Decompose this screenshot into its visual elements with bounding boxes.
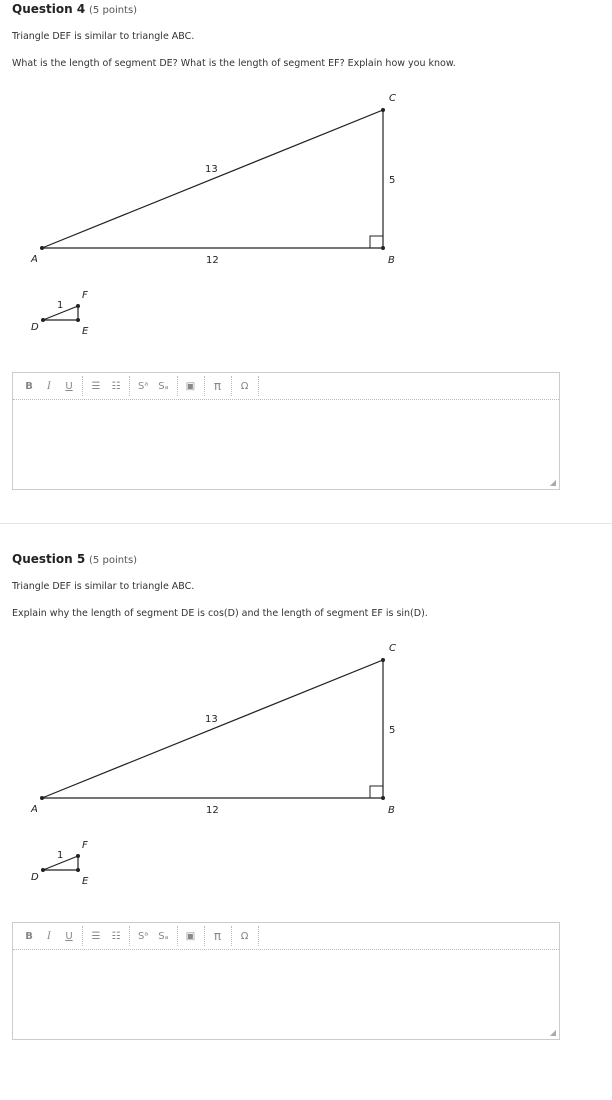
superscript-button[interactable]: Sᵃ [138, 380, 149, 392]
answer-editor [12, 922, 560, 1040]
answer-editor [12, 372, 560, 490]
toolbar-separator [82, 376, 83, 396]
image-icon[interactable]: ▣ [185, 930, 196, 942]
label-C: C [389, 93, 396, 104]
bold-button[interactable]: B [25, 380, 33, 392]
question-title [12, 552, 137, 566]
label-side: 5 [389, 725, 396, 736]
image-icon[interactable]: ▣ [185, 380, 196, 392]
pi-icon[interactable]: π [213, 929, 222, 943]
toolbar-separator [204, 926, 205, 946]
bold-button[interactable]: B [25, 930, 33, 942]
label-B: B [388, 805, 395, 816]
question-number: Question 5 [12, 552, 86, 566]
question-number: Question 4 [12, 2, 86, 16]
numbered-list-button[interactable]: ☷ [111, 380, 121, 392]
omega-icon[interactable]: Ω [240, 380, 249, 392]
subscript-button[interactable]: Sₐ [158, 380, 169, 392]
toolbar-separator [82, 926, 83, 946]
label-small-hyp: 1 [57, 850, 64, 861]
omega-icon[interactable]: Ω [240, 930, 249, 942]
right-angle-mark [370, 786, 383, 798]
label-base: 12 [206, 255, 219, 266]
toolbar-separator [177, 926, 178, 946]
label-E: E [82, 876, 89, 887]
question-5 [0, 550, 612, 1100]
label-side: 5 [389, 175, 396, 186]
question-statement: Triangle DEF is similar to triangle ABC. [12, 31, 195, 42]
label-A: A [31, 804, 38, 815]
resize-grip-icon[interactable]: ◢ [549, 478, 556, 487]
toolbar-separator [231, 376, 232, 396]
right-angle-mark [370, 236, 383, 248]
label-D: D [31, 322, 39, 333]
label-E: E [82, 326, 89, 337]
question-statement: Triangle DEF is similar to triangle ABC. [12, 581, 195, 592]
italic-button[interactable]: I [47, 380, 51, 392]
label-F: F [82, 840, 88, 851]
toolbar-separator [258, 926, 259, 946]
label-base: 12 [206, 805, 219, 816]
label-hyp: 13 [205, 164, 218, 175]
toolbar-separator [129, 376, 130, 396]
toolbar-separator [231, 926, 232, 946]
triangle-figure [0, 80, 612, 340]
segment-AC [42, 660, 383, 798]
superscript-button[interactable]: Sᵃ [138, 930, 149, 942]
question-points: (5 points) [89, 555, 138, 566]
toolbar-separator [204, 376, 205, 396]
question-prompt: What is the length of segment DE? What is the length of segment EF? Explain how you know. [12, 58, 456, 69]
segment-AC [42, 110, 383, 248]
underline-button[interactable]: U [65, 380, 73, 392]
divider [0, 523, 612, 524]
toolbar-separator [258, 376, 259, 396]
bullet-list-button[interactable]: ☰ [91, 930, 101, 942]
label-C: C [389, 643, 396, 654]
editor-toolbar [13, 373, 559, 400]
bullet-list-button[interactable]: ☰ [91, 380, 101, 392]
toolbar-separator [177, 376, 178, 396]
label-B: B [388, 255, 395, 266]
label-small-hyp: 1 [57, 300, 64, 311]
answer-textarea[interactable] [13, 400, 559, 489]
question-title [12, 2, 137, 16]
label-D: D [31, 872, 39, 883]
label-F: F [82, 290, 88, 301]
pi-icon[interactable]: π [213, 379, 222, 393]
answer-textarea[interactable] [13, 950, 559, 1039]
question-points: (5 points) [89, 5, 138, 16]
toolbar-separator [129, 926, 130, 946]
question-prompt: Explain why the length of segment DE is cos(D) and the length of segment EF is sin(D). [12, 608, 428, 619]
numbered-list-button[interactable]: ☷ [111, 930, 121, 942]
resize-grip-icon[interactable]: ◢ [549, 1028, 556, 1037]
underline-button[interactable]: U [65, 930, 73, 942]
label-hyp: 13 [205, 714, 218, 725]
subscript-button[interactable]: Sₐ [158, 930, 169, 942]
triangle-figure [0, 630, 612, 890]
editor-toolbar [13, 923, 559, 950]
italic-button[interactable]: I [47, 930, 51, 942]
label-A: A [31, 254, 38, 265]
